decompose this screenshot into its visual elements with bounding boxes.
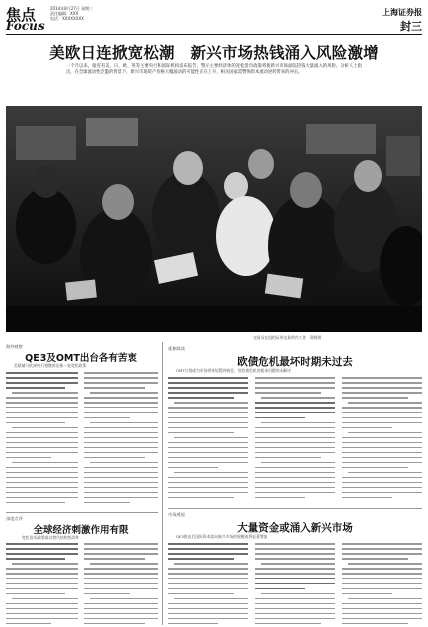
lede-paragraph: 一个月以来，接连有美、日、欧、英等主要央行和国际机构发布报告，警示主要经济体的宽松货币政策将使新兴市场面临热钱大量涌入的风险。分析人士指出，在全球流动性泛滥的背景下，新兴市场资产价格大幅波动的可能性正在上升，相关国家需警惕资本流动逆转带来的冲击。 [66,64,362,76]
article-body-capital [168,543,422,625]
article-subtitle-capital: QE3推出后国际资本流向新兴市场的规模或将显著增加 [176,534,268,539]
masthead [6,4,422,34]
masthead-rule [6,34,422,35]
article-title-capital: 大量资金或涌入新兴市场 [237,522,353,534]
text-column [255,377,335,505]
trading-floor-photo [6,106,422,332]
text-column [168,543,248,625]
issue-meta-line: 2014年8月27日 星期三 [50,6,94,11]
article-kicker: 延伸阅读 [168,346,185,351]
article-title-reform: 全球经济刺激作用有限 [33,525,129,536]
text-column [6,543,78,625]
text-column [168,377,248,505]
text-column [6,372,78,510]
section-divider [6,512,158,513]
article-subtitle-reform: 宽松货币政策难以替代结构性改革 [22,535,79,540]
photo-caption: 交易员在纽约证券交易所内工作 资料图 [253,335,322,340]
article-subtitle-qe3: 美联储与欧洲央行相继推出新一轮宽松政策 [14,363,87,368]
main-headline: 美欧日连掀宽松潮 新兴市场热钱涌入风险激增 [49,43,379,62]
article-body-reform [6,543,158,625]
section-name: 焦点 [6,6,37,24]
page-section-tag: 封三 [400,20,422,33]
article-kicker: 市场透视 [168,512,185,517]
issue-meta-line: 电话：XXXXXXXX [50,16,84,21]
text-column [84,543,158,625]
issue-meta-line: 责任编辑：XXX [50,11,79,16]
issue-meta [50,6,93,21]
article-kicker: 海外观察 [6,344,23,349]
text-column [255,543,335,625]
article-title-qe3: QE3及OMT出台各有苦衷 [25,353,137,364]
text-column [342,543,422,625]
article-subtitle-euro: OMT计划或为市场带来短暂的喘息，但欧债危机的根本问题尚未解决 [176,368,291,373]
newspaper-brand: 上海证券报 [382,7,422,17]
article-body-euro [168,377,422,505]
section-name-english: Focus [6,19,45,33]
article-kicker: 深度点评 [6,516,23,521]
article-body-qe3 [6,372,158,510]
photo-image [6,106,422,332]
section-divider [168,508,422,509]
text-column [84,372,158,510]
text-column [342,377,422,505]
article-title-euro: 欧债危机最坏时期未过去 [237,356,353,368]
column-divider [162,342,163,625]
